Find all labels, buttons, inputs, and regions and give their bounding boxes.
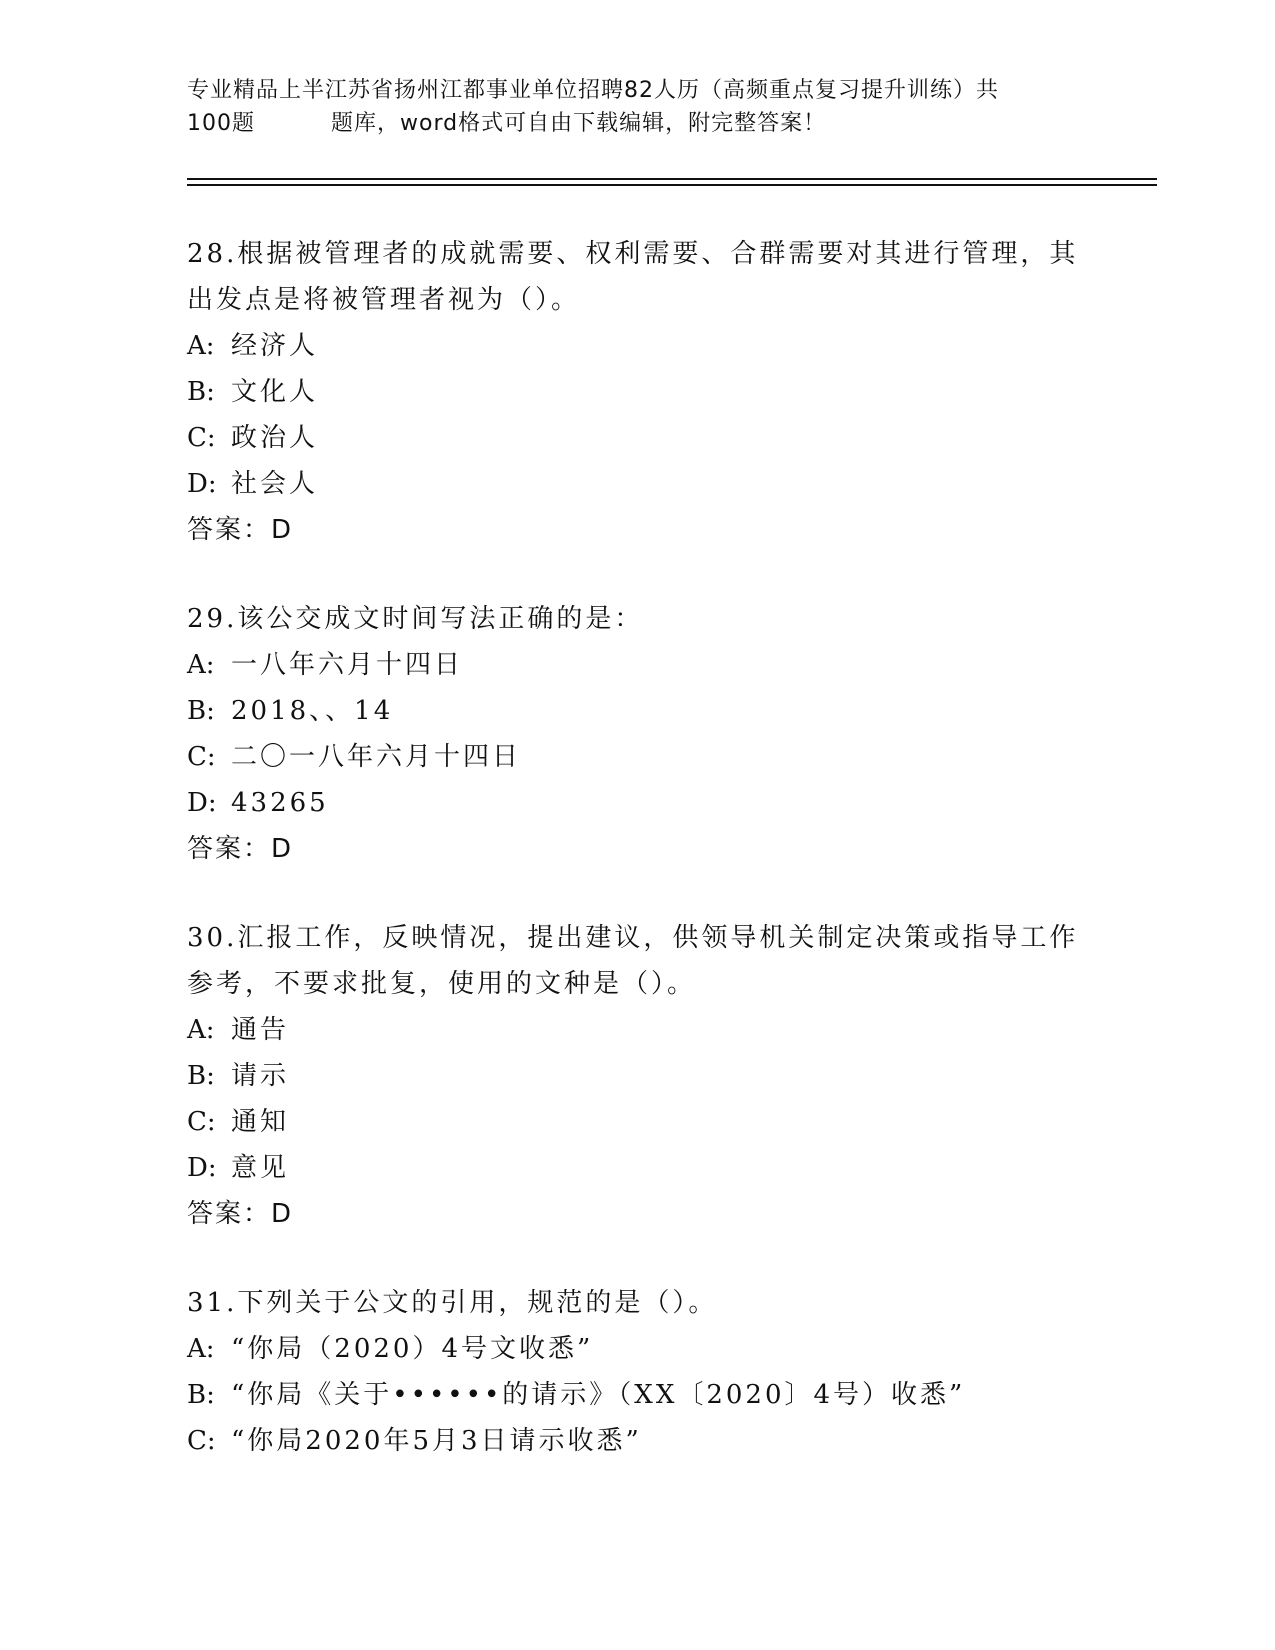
option-letter: C: bbox=[187, 742, 216, 772]
option-b bbox=[187, 369, 1087, 415]
option-d bbox=[187, 461, 1087, 507]
option-text: “你局（2020）4号文收悉” bbox=[231, 1334, 594, 1364]
option-c bbox=[187, 1099, 1087, 1145]
option-c bbox=[187, 734, 1087, 780]
header-line-2 bbox=[187, 107, 1077, 140]
header-divider-top bbox=[187, 178, 1157, 180]
header-line-2-count: 100题 bbox=[187, 111, 255, 136]
option-a bbox=[187, 1007, 1087, 1053]
question-30 bbox=[187, 915, 1087, 1237]
option-text: 意见 bbox=[231, 1153, 290, 1183]
option-text: 通知 bbox=[231, 1107, 290, 1137]
question-29 bbox=[187, 596, 1087, 872]
option-letter: B: bbox=[187, 696, 215, 726]
option-letter: D: bbox=[187, 788, 217, 818]
question-text-line: 30.汇报工作，反映情况，提出建议，供领导机关制定决策或指导工作 bbox=[187, 923, 1079, 953]
option-letter: B: bbox=[187, 1380, 215, 1410]
option-letter: A: bbox=[187, 1334, 215, 1364]
option-letter: C: bbox=[187, 423, 216, 453]
question-text-line: 参考，不要求批复，使用的文种是（）。 bbox=[187, 969, 697, 999]
option-text: 二〇一八年六月十四日 bbox=[231, 742, 522, 772]
option-text: 通告 bbox=[231, 1015, 290, 1045]
option-a bbox=[187, 1326, 1087, 1372]
option-text: “你局2020年5月3日请示收悉” bbox=[231, 1426, 642, 1456]
option-text: 43265 bbox=[231, 788, 329, 818]
option-letter: A: bbox=[187, 331, 215, 361]
question-text-line: 28.根据被管理者的成就需要、权利需要、合群需要对其进行管理，其 bbox=[187, 239, 1079, 269]
answer-text: 答案：D bbox=[187, 515, 294, 545]
option-c bbox=[187, 1418, 1087, 1464]
question-text-line: 31.下列关于公文的引用，规范的是（）。 bbox=[187, 1288, 718, 1318]
option-letter: D: bbox=[187, 469, 217, 499]
option-a bbox=[187, 323, 1087, 369]
option-letter: A: bbox=[187, 1015, 215, 1045]
option-text: 2018、、14 bbox=[231, 696, 394, 726]
question-text-line: 出发点是将被管理者视为（）。 bbox=[187, 285, 581, 315]
option-letter: C: bbox=[187, 1107, 216, 1137]
question-28 bbox=[187, 231, 1087, 553]
answer-text: 答案：D bbox=[187, 1199, 294, 1229]
option-letter: C: bbox=[187, 1426, 216, 1456]
option-b bbox=[187, 688, 1087, 734]
option-text: 一八年六月十四日 bbox=[231, 650, 464, 680]
option-letter: B: bbox=[187, 1061, 215, 1091]
option-d bbox=[187, 1145, 1087, 1191]
question-text-line: 29.该公交成文时间写法正确的是： bbox=[187, 604, 644, 634]
option-b bbox=[187, 1372, 1087, 1418]
answer-text: 答案：D bbox=[187, 834, 294, 864]
option-text: 经济人 bbox=[231, 331, 319, 361]
option-c bbox=[187, 415, 1087, 461]
option-letter: A: bbox=[187, 650, 215, 680]
option-text: “你局《关于••••••的请示》（XX〔2020〕4号）收悉” bbox=[231, 1380, 966, 1410]
option-text: 文化人 bbox=[231, 377, 319, 407]
option-letter: B: bbox=[187, 377, 215, 407]
option-text: 社会人 bbox=[231, 469, 319, 499]
document-header bbox=[187, 74, 1077, 140]
option-b bbox=[187, 1053, 1087, 1099]
option-a bbox=[187, 642, 1087, 688]
header-line-1: 专业精品上半江苏省扬州江都事业单位招聘82人历（高频重点复习提升训练）共 bbox=[187, 78, 999, 103]
option-text: 政治人 bbox=[231, 423, 319, 453]
question-31 bbox=[187, 1280, 1087, 1464]
question-list bbox=[187, 231, 1087, 1507]
header-line-2-desc: 题库，word格式可自由下载编辑，附完整答案！ bbox=[331, 111, 827, 136]
header-divider-bottom bbox=[187, 184, 1157, 186]
option-text: 请示 bbox=[231, 1061, 290, 1091]
option-letter: D: bbox=[187, 1153, 217, 1183]
option-d bbox=[187, 780, 1087, 826]
